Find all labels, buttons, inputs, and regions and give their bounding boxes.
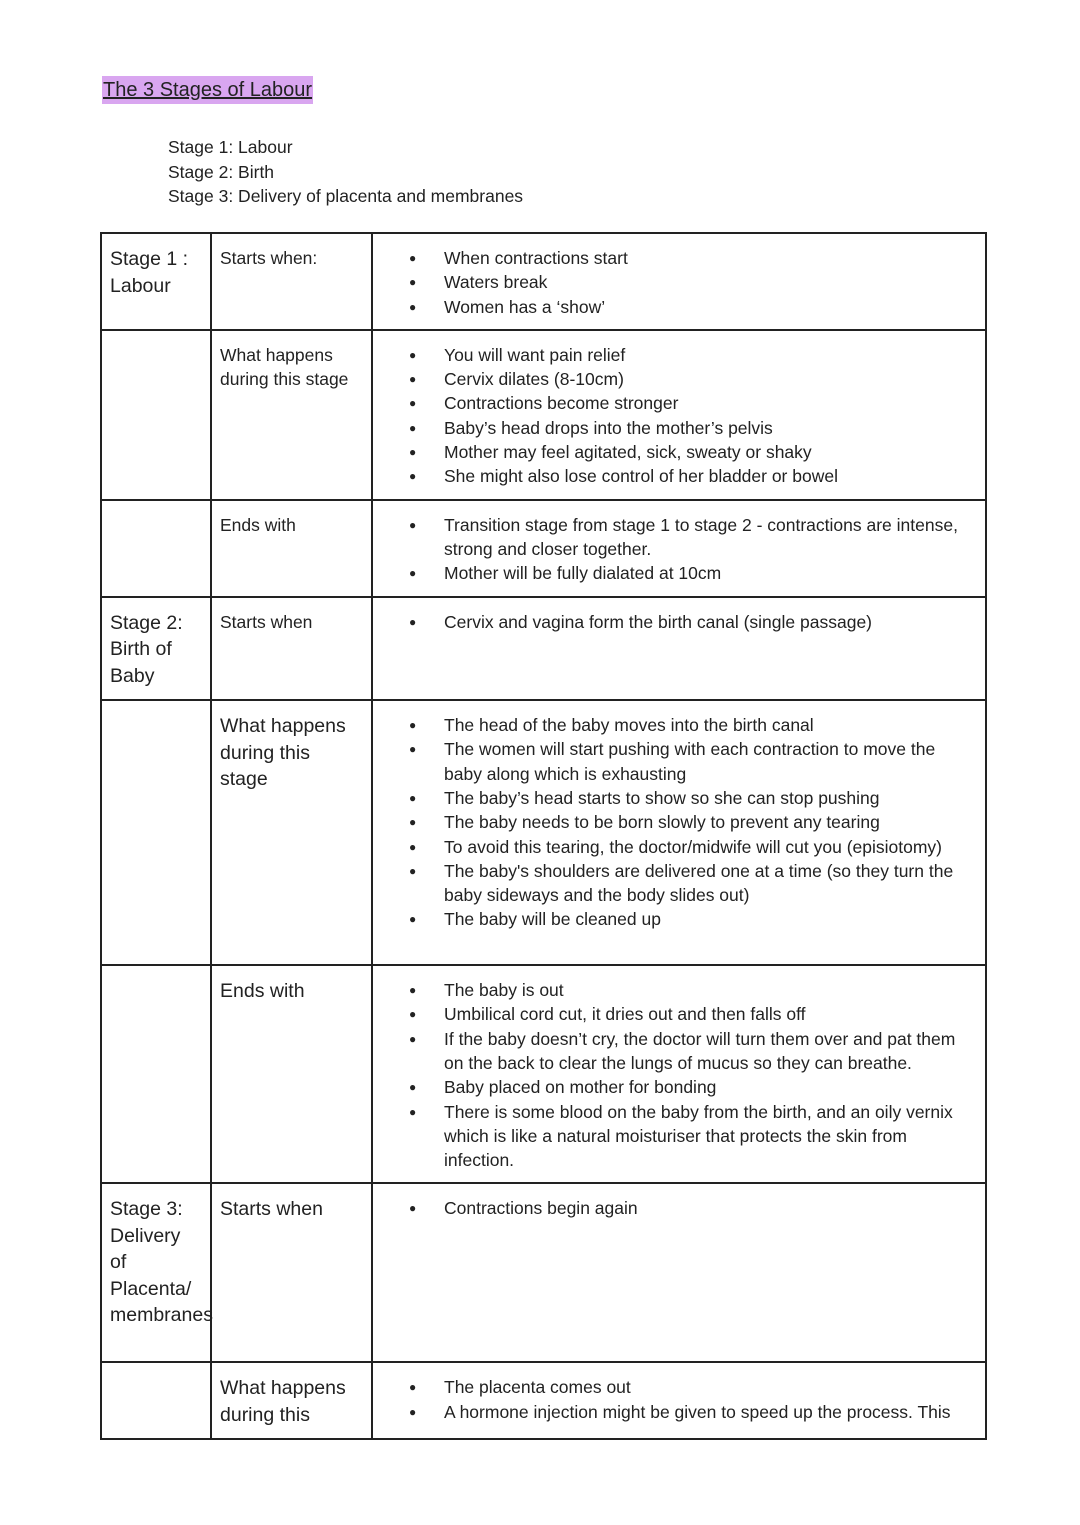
details-cell: [372, 330, 986, 500]
phase-cell: Starts when:: [211, 233, 372, 330]
table-row: [101, 330, 986, 500]
details-list: [381, 343, 977, 489]
table-row: [101, 965, 986, 1183]
list-item: ● Women has a ‘show’: [381, 295, 977, 319]
details-cell: [372, 1362, 986, 1439]
stage-summary-item: Stage 3: Delivery of placenta and membranes: [168, 186, 524, 206]
list-item: ● Baby’s head drops into the mother’s pelvis: [381, 416, 977, 440]
list-item: ● She might also lose control of her bladder or bowel: [381, 464, 977, 488]
stage-cell: [101, 500, 211, 597]
list-item: ● To avoid this tearing, the doctor/midwife will cut you (episiotomy): [381, 835, 977, 859]
list-item: ● The head of the baby moves into the birth canal: [381, 713, 977, 737]
list-item: ● Baby placed on mother for bonding: [381, 1075, 977, 1099]
details-list: [381, 1375, 977, 1424]
list-item: ● There is some blood on the baby from the birth, and an oily vernix which is like a natural moisturiser that protects the skin from infection.: [381, 1100, 977, 1173]
stage-cell: Stage 1 : Labour: [101, 233, 211, 330]
details-cell: [372, 500, 986, 597]
table-row: [101, 597, 986, 701]
phase-cell: Ends with: [211, 500, 372, 597]
list-item: ● The baby’s head starts to show so she can stop pushing: [381, 786, 977, 810]
details-list: [381, 610, 977, 634]
details-list: [381, 246, 977, 319]
stage-cell: Stage 3: Delivery of Placenta/ membranes: [101, 1183, 211, 1362]
list-item: ● Mother will be fully dialated at 10cm: [381, 561, 977, 585]
list-item: ● If the baby doesn’t cry, the doctor will turn them over and pat them on the back to clear the lungs of mucus so they can breathe.: [381, 1027, 977, 1076]
list-item: ● When contractions start: [381, 246, 977, 270]
list-item: ● Cervix and vagina form the birth canal (single passage): [381, 610, 977, 634]
list-item: ● Waters break: [381, 270, 977, 294]
phase-cell: Ends with: [211, 965, 372, 1183]
list-item: ● The women will start pushing with each contraction to move the baby along which is exhausting: [381, 737, 977, 786]
list-item: ● A hormone injection might be given to speed up the process. This: [381, 1400, 977, 1424]
list-item: ● Contractions begin again: [381, 1196, 977, 1220]
list-item: ● The baby's shoulders are delivered one at a time (so they turn the baby sideways and the body slides out): [381, 859, 977, 908]
phase-cell: What happens during this: [211, 1362, 372, 1439]
phase-cell: What happens during this stage: [211, 700, 372, 965]
details-list: [381, 978, 977, 1172]
details-list: [381, 713, 977, 932]
phase-cell: Starts when: [211, 597, 372, 701]
details-cell: [372, 233, 986, 330]
page-title: The 3 Stages of Labour: [102, 76, 313, 104]
details-cell: [372, 1183, 986, 1362]
table-row: [101, 1362, 986, 1439]
stage-cell: Stage 2: Birth of Baby: [101, 597, 211, 701]
stage-summary-item: Stage 2: Birth: [168, 161, 275, 182]
stage-cell: [101, 1362, 211, 1439]
details-cell: [372, 597, 986, 701]
details-list: [381, 1196, 977, 1220]
list-item: ● The baby will be cleaned up: [381, 907, 977, 931]
table-row: [101, 233, 986, 330]
details-cell: [372, 965, 986, 1183]
list-item: ● Transition stage from stage 1 to stage 2 - contractions are intense, strong and closer together.: [381, 513, 977, 562]
list-item: ● The baby is out: [381, 978, 977, 1002]
stage-cell: [101, 965, 211, 1183]
list-item: ● Cervix dilates (8-10cm): [381, 367, 977, 391]
details-cell: [372, 700, 986, 965]
stage-cell: [101, 330, 211, 500]
list-item: ● Mother may feel agitated, sick, sweaty or shaky: [381, 440, 977, 464]
table-row: [101, 700, 986, 965]
list-item: ● The baby needs to be born slowly to prevent any tearing: [381, 810, 977, 834]
stage-summary-list: [168, 135, 523, 209]
list-item: ● Contractions become stronger: [381, 391, 977, 415]
list-item: ● The placenta comes out: [381, 1375, 977, 1399]
list-item: ● You will want pain relief: [381, 343, 977, 367]
phase-cell: What happens during this stage: [211, 330, 372, 500]
table-row: [101, 1183, 986, 1362]
phase-cell: Starts when: [211, 1183, 372, 1362]
table-row: [101, 500, 986, 597]
stages-table: [100, 232, 987, 1440]
stage-cell: [101, 700, 211, 965]
list-item: ● Umbilical cord cut, it dries out and then falls off: [381, 1002, 977, 1026]
stage-summary-item: Stage 1: Labour: [168, 137, 293, 157]
details-list: [381, 513, 977, 586]
